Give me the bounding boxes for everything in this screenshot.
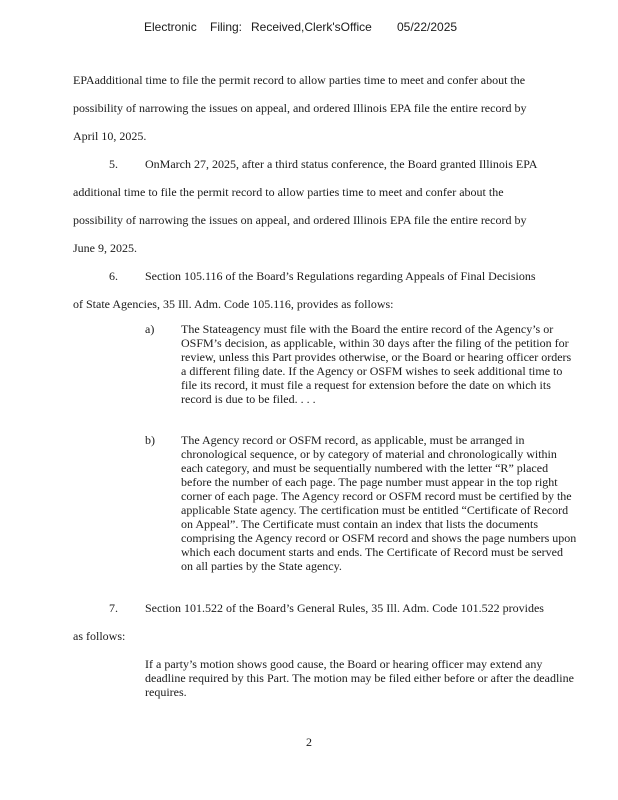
header-filing: Filing: xyxy=(210,20,243,34)
header-date: 05/22/2025 xyxy=(397,20,458,34)
body-line: as follows: xyxy=(73,629,126,643)
body-line: Section 101.522 of the Board’s General Rules, 35 Ill. Adm. Code 101.522 provides xyxy=(145,601,544,615)
body-line: OnMarch 27, 2025, after a third status conference, the Board granted Illinois EPA xyxy=(145,157,538,171)
header-received: Received,Clerk'sOffice xyxy=(251,20,372,34)
subsection-b-text: The Agency record or OSFM record, as applicable, must be arranged in chronological sequence, or by category of material and chronologically within each category, and must be sequentially numbered with the letter “R” placed before the number of each page. The page number must appear in the top right corner of each page. The Agency record or OSFM record must be certified by the applicable State agency. The certification must be entitled “Certificate of Record on Appeal”. The Certificate must contain an index that lists the documents comprising the Agency record or OSFM record and shows the page numbers upon which each document starts and ends. The Certificate of Record must be served on all parties by the State agency. xyxy=(181,433,577,573)
page-number: 2 xyxy=(306,735,312,749)
header-electronic: Electronic xyxy=(144,20,197,34)
body-line: April 10, 2025. xyxy=(73,129,147,143)
filing-header xyxy=(0,20,618,36)
subsection-a-label: a) xyxy=(145,322,155,336)
body-line: additional time to file the permit record to allow parties time to meet and confer about the xyxy=(73,185,504,199)
body-line: Section 105.116 of the Board’s Regulations regarding Appeals of Final Decisions xyxy=(145,269,536,283)
subsection-a-text: The Stateagency must file with the Board the entire record of the Agency’s or OSFM’s decision, as applicable, within 30 days after the filing of the petition for review, unless this Part provides otherwise, or the Board or hearing officer orders a different filing date. If the Agency or OSFM wishes to seek additional time to file its record, it must file a request for extension before the date on which its record is due to be filed. . . . xyxy=(181,322,572,406)
paragraph-number: 6. xyxy=(109,269,118,283)
paragraph-number: 5. xyxy=(109,157,118,171)
body-line: EPAadditional time to file the permit record to allow parties time to meet and confer about the xyxy=(73,73,526,87)
body-line: June 9, 2025. xyxy=(73,241,137,255)
block-quote: If a party’s motion shows good cause, the Board or hearing officer may extend any deadline required by this Part. The motion may be filed either before or after the deadline requires. xyxy=(145,657,574,699)
body-line: possibility of narrowing the issues on appeal, and ordered Illinois EPA file the entire record by xyxy=(73,101,527,115)
body-line: of State Agencies, 35 Ill. Adm. Code 105.116, provides as follows: xyxy=(73,297,394,311)
subsection-b-label: b) xyxy=(145,433,155,447)
body-line: possibility of narrowing the issues on appeal, and ordered Illinois EPA file the entire record by xyxy=(73,213,527,227)
paragraph-number: 7. xyxy=(109,601,118,615)
